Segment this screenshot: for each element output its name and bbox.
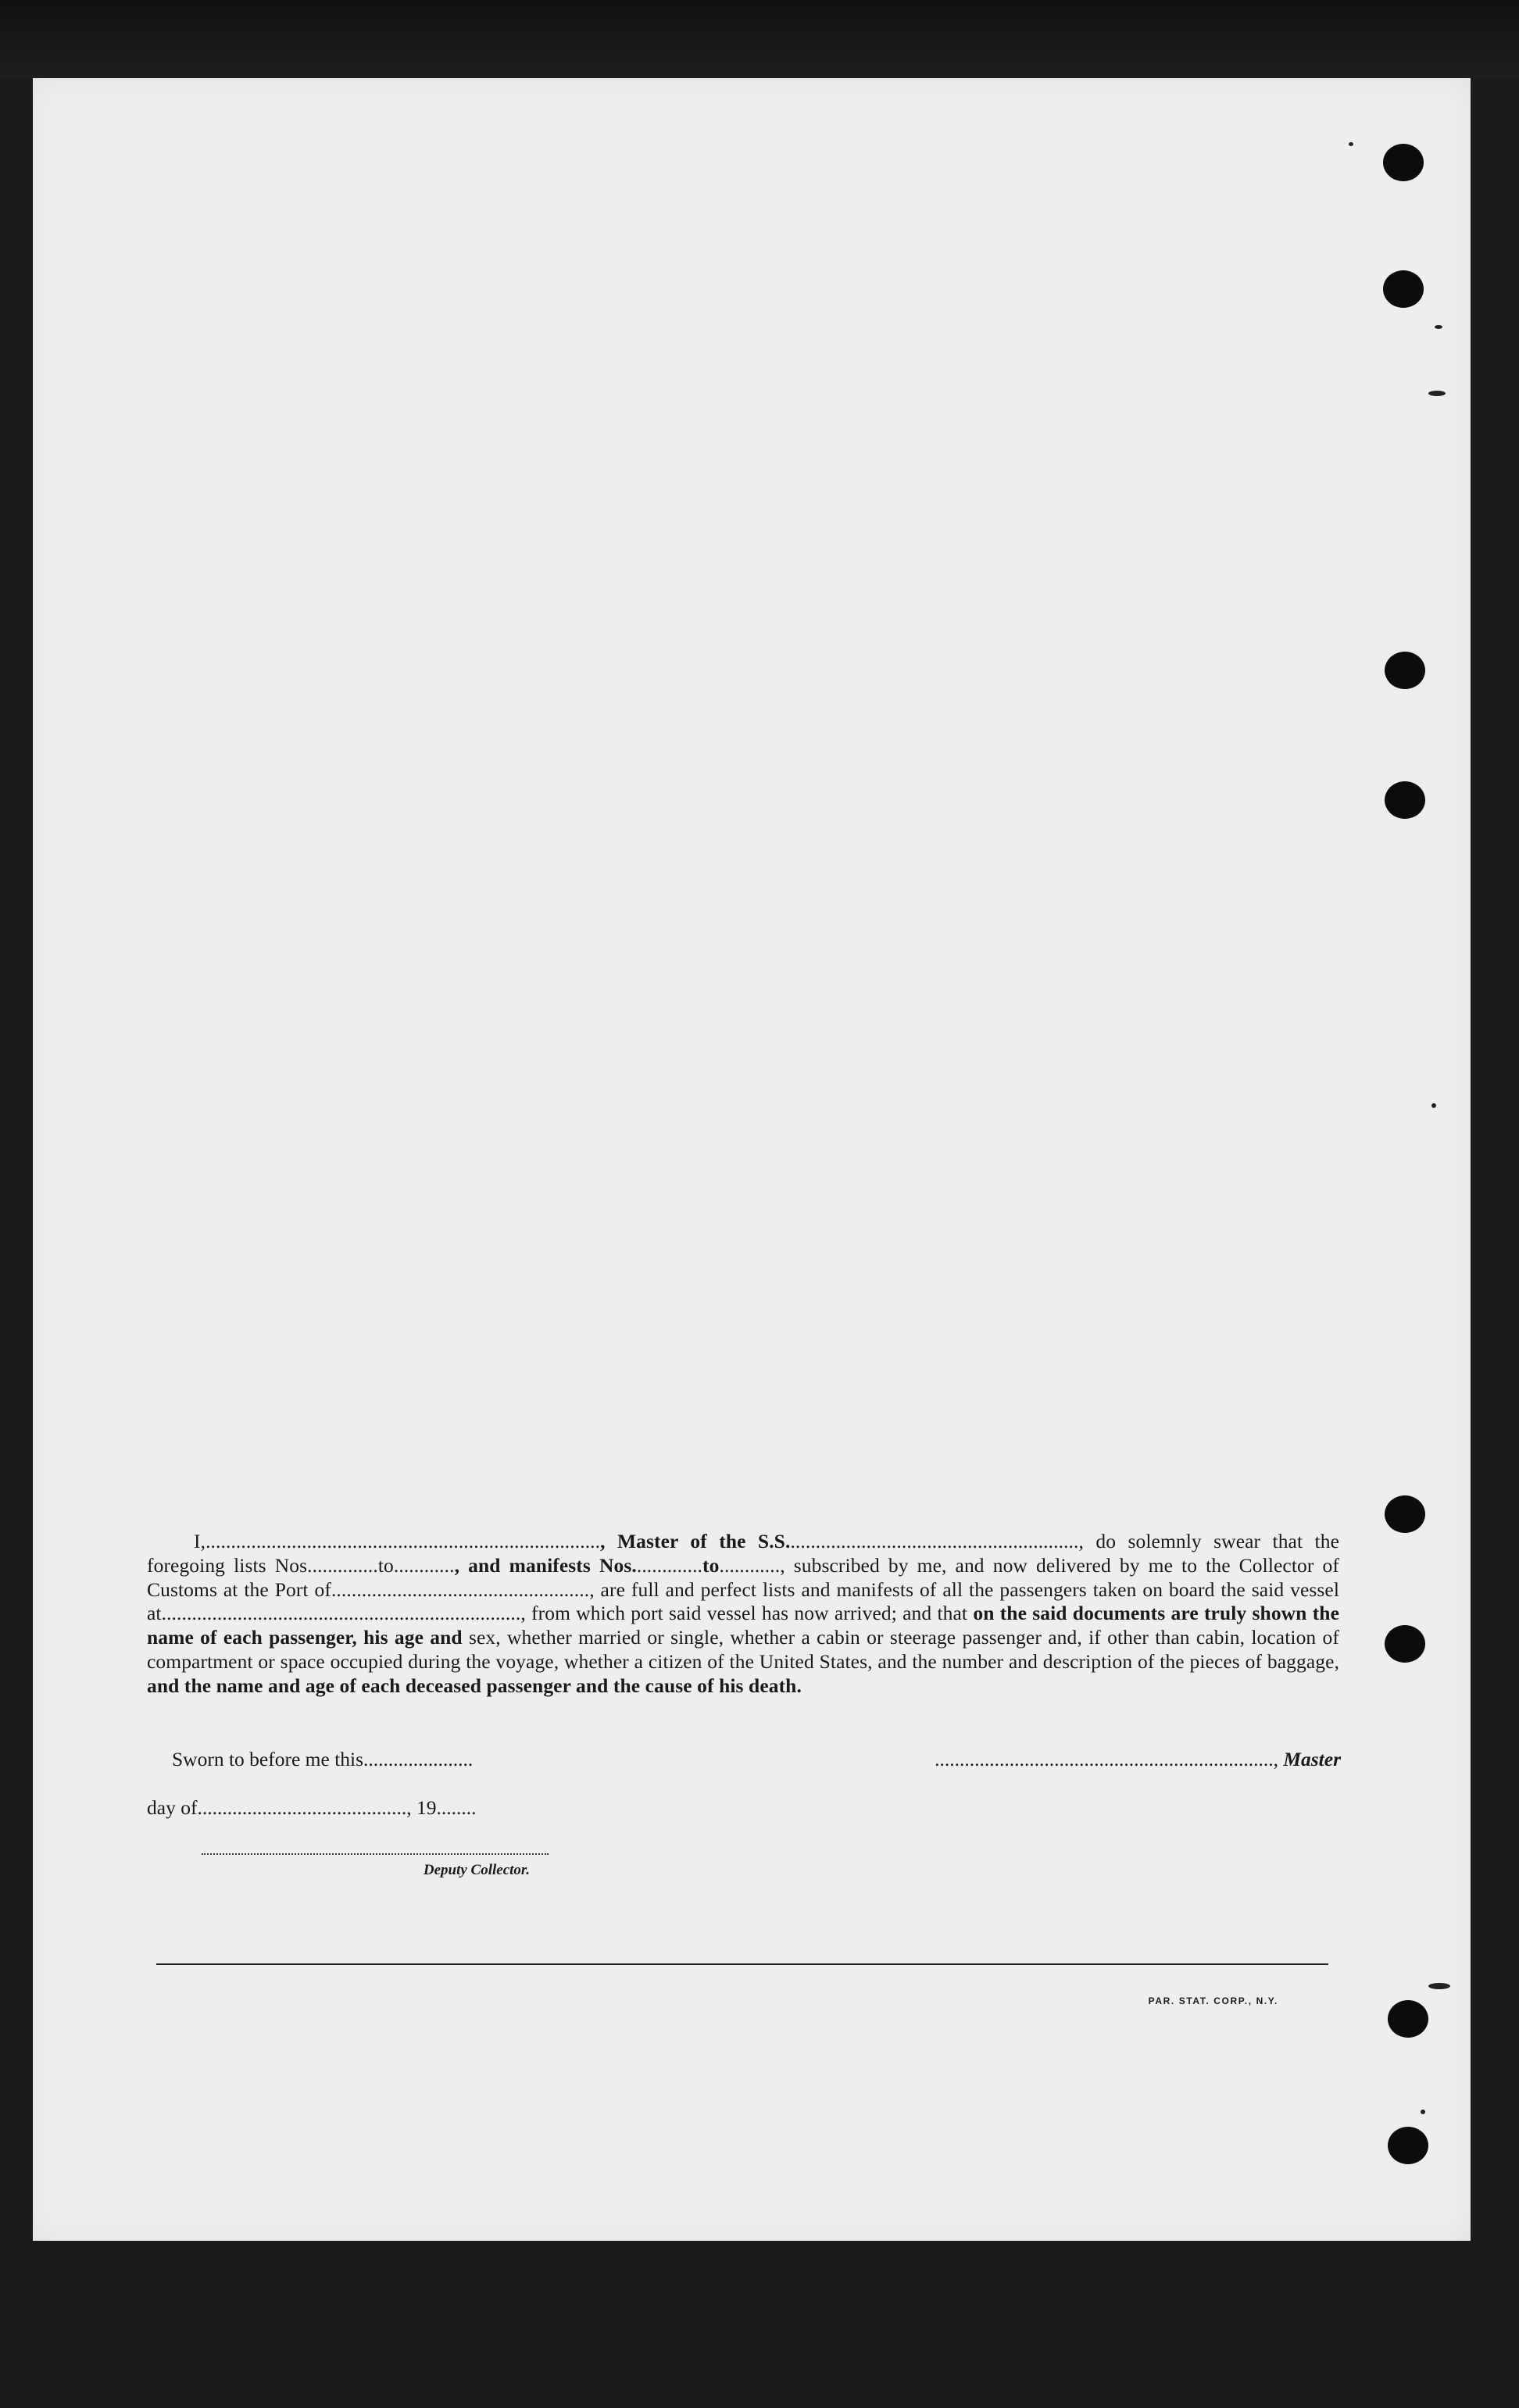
- master-signature-field: ...................................................................., Master: [935, 1748, 1341, 1770]
- sworn-label: Sworn to before me this: [172, 1748, 364, 1770]
- oath-text: on the said documents are truly shown the name of each passenger, his age and: [147, 1602, 1339, 1649]
- oath-text: to: [377, 1553, 394, 1577]
- scan-speck: [1428, 391, 1446, 396]
- deputy-collector-label: Deputy Collector.: [423, 1862, 530, 1878]
- oath-text: manifests of all the passengers taken on board the said vessel at: [147, 1577, 1340, 1625]
- oath-text: , and manifests Nos.: [454, 1553, 637, 1577]
- day-of-label: day of: [147, 1796, 198, 1819]
- punch-hole: [1385, 1495, 1425, 1533]
- scan-speck: [1421, 2110, 1425, 2114]
- oath-text: delivered by me to the Collector of Customs at the Port of: [147, 1553, 1339, 1601]
- master-oath-paragraph: I,.............................................................................., Master of the S.S.........................................................., do solemnly swear that the foregoing lists Nos..............to............, and manifests Nos..............to............, subscribed by me, and now delivered by me to the Collector of Customs at the Port of..................................................., are full and perfect lists and manifests of all the passengers taken on board the said vessel at......................................................................., from which port said vessel has now arrived; and that on the said documents are truly shown the name of each passenger, his age and sex, whether married or single, whether a cabin or steerage passenger and, if other than cabin, location of compartment or space occupied during the voyage, whether a citizen of the United States, and the number and description of the pieces of baggage, and the name and age of each deceased passenger and the cause of his death.: [147, 1530, 1340, 1697]
- oath-text: port said vessel has now arrived; and that: [631, 1602, 974, 1625]
- year-prefix: 19: [416, 1796, 437, 1819]
- oath-text: to: [702, 1553, 720, 1577]
- scan-background: [0, 0, 1519, 78]
- form-page: [33, 78, 1471, 2241]
- oath-text: sex, whether married or single, whether a cabin or steerage passenger and, if other than cabin, location of compartment or space occupied during the voyage, whether a citizen of the United States, and the number and description of the pieces of baggage,: [147, 1626, 1339, 1673]
- scan-speck: [1435, 325, 1442, 329]
- scan-speck: [1349, 142, 1353, 146]
- scan-speck: [1428, 1983, 1450, 1989]
- oath-text: , Master of the S.S.: [600, 1530, 791, 1552]
- punch-hole: [1388, 2000, 1428, 2038]
- oath-text: , subscribed by me, and now: [780, 1553, 1028, 1577]
- punch-hole: [1385, 781, 1425, 819]
- oath-text: I,: [194, 1530, 206, 1552]
- horizontal-rule: [156, 1963, 1328, 1965]
- printer-imprint: PAR. STAT. CORP., N.Y.: [1148, 1995, 1278, 2006]
- punch-hole: [1385, 1625, 1425, 1663]
- deputy-signature-line: [202, 1853, 549, 1855]
- master-label: Master: [1283, 1748, 1341, 1770]
- scan-speck: [1431, 1103, 1436, 1108]
- punch-hole: [1383, 270, 1424, 308]
- sworn-before-field: Sworn to before me this......................: [172, 1748, 474, 1770]
- oath-text: , are full and perfect lists and: [589, 1577, 831, 1601]
- oath-text: and the name and age of each deceased passenger and the cause of his death.: [147, 1674, 802, 1697]
- oath-text: swear that the foregoing lists Nos.: [147, 1530, 1339, 1577]
- punch-hole: [1388, 2127, 1428, 2164]
- date-field: day of.........................................., 19........: [147, 1796, 477, 1819]
- punch-hole: [1385, 652, 1425, 689]
- oath-text: , do solemnly: [1078, 1530, 1202, 1552]
- punch-hole: [1383, 144, 1424, 181]
- oath-text: , from which: [520, 1602, 626, 1625]
